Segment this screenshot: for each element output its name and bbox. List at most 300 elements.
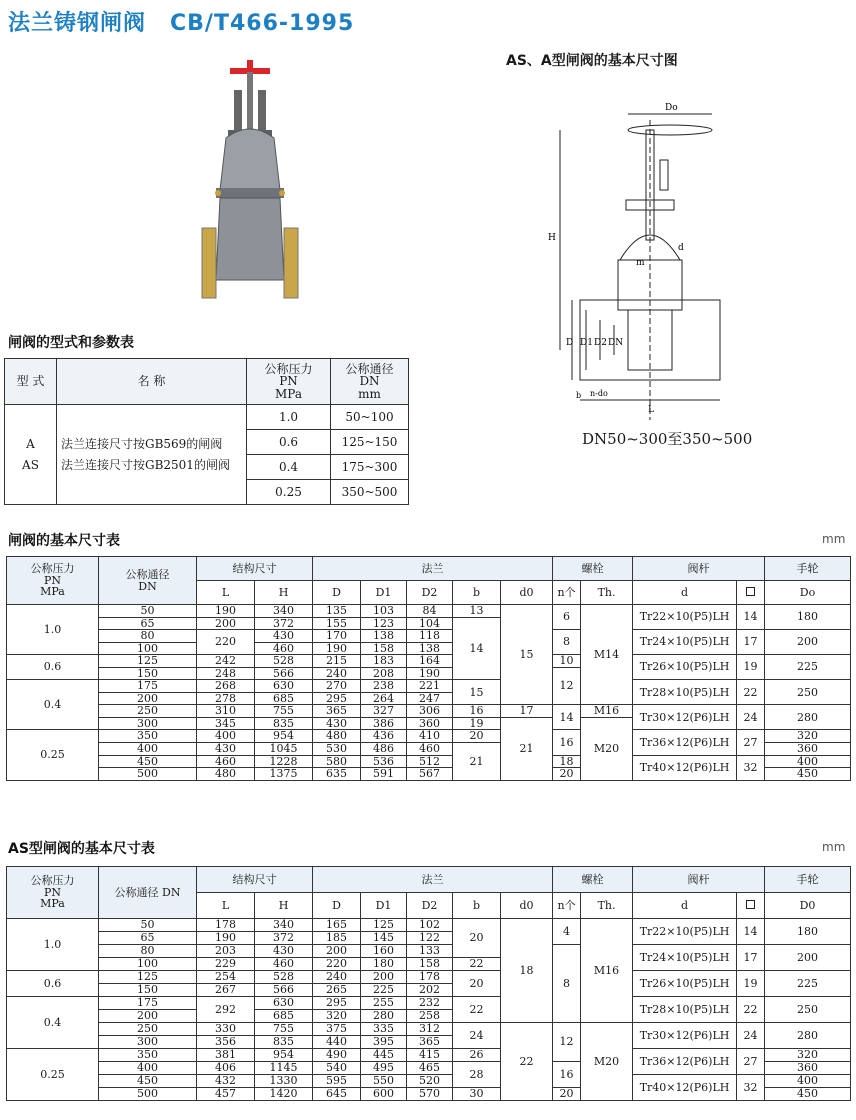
dn-cell: 200 bbox=[99, 692, 197, 705]
stem-d-cell: Tr28×10(P5)LH bbox=[633, 680, 737, 705]
n-cell: 6 bbox=[553, 605, 581, 630]
d-cell: 295 bbox=[313, 997, 361, 1010]
label-d2: D2 bbox=[594, 338, 607, 348]
d1-cell: 445 bbox=[361, 1049, 407, 1062]
stem-d-cell: Tr30×12(P6)LH bbox=[633, 1023, 737, 1049]
header-stem-d: d bbox=[633, 893, 737, 919]
d2-cell: 102 bbox=[407, 919, 453, 932]
d2-cell: 247 bbox=[407, 692, 453, 705]
b-cell: 22 bbox=[453, 997, 501, 1023]
b-cell: 14 bbox=[453, 617, 501, 680]
b-cell: 22 bbox=[453, 958, 501, 971]
stem-v-cell: 19 bbox=[737, 655, 765, 680]
d1-cell: 208 bbox=[361, 667, 407, 680]
handwheel-outline bbox=[628, 125, 712, 135]
d1-cell: 386 bbox=[361, 717, 407, 730]
d2-cell: 104 bbox=[407, 617, 453, 630]
n-cell: 10 bbox=[553, 655, 581, 668]
label-b: b bbox=[576, 391, 582, 400]
h-cell: 340 bbox=[255, 605, 313, 618]
end-flange-left bbox=[202, 228, 216, 298]
valve-stem bbox=[247, 72, 253, 132]
table-row bbox=[7, 919, 851, 932]
d2-cell: 570 bbox=[407, 1088, 453, 1101]
as-dimension-table bbox=[6, 866, 851, 1101]
header-flange: 法兰 bbox=[313, 867, 553, 893]
as-table-unit: mm bbox=[822, 840, 846, 854]
d-cell: 580 bbox=[313, 755, 361, 768]
l-cell: 356 bbox=[197, 1036, 255, 1049]
d-cell: 375 bbox=[313, 1023, 361, 1036]
header-n: n个 bbox=[553, 893, 581, 919]
d1-cell: 335 bbox=[361, 1023, 407, 1036]
dn-cell: 200 bbox=[99, 1010, 197, 1023]
d-cell: 320 bbox=[313, 1010, 361, 1023]
header-l: L bbox=[197, 581, 255, 605]
d2-cell: 164 bbox=[407, 655, 453, 668]
do-cell: 360 bbox=[765, 743, 851, 756]
table-row bbox=[7, 1023, 851, 1036]
square-icon bbox=[746, 900, 755, 909]
table-row bbox=[7, 630, 851, 643]
do-cell: 400 bbox=[765, 1075, 851, 1088]
d-cell: 430 bbox=[313, 717, 361, 730]
header-d2: D2 bbox=[407, 581, 453, 605]
stem-d-cell: Tr40×12(P6)LH bbox=[633, 1075, 737, 1101]
d-cell: 220 bbox=[313, 958, 361, 971]
table-row bbox=[7, 730, 851, 743]
pn-cell: 1.0 bbox=[7, 605, 99, 655]
d1-cell: 138 bbox=[361, 630, 407, 643]
indicator-outline bbox=[660, 160, 668, 190]
d2-cell: 258 bbox=[407, 1010, 453, 1023]
stem-d-cell: Tr26×10(P5)LH bbox=[633, 971, 737, 997]
type-table-heading: 闸阀的型式和参数表 bbox=[8, 335, 134, 351]
valve-body bbox=[216, 198, 284, 280]
dn-cell: 80 bbox=[99, 945, 197, 958]
table-row bbox=[7, 971, 851, 984]
b-cell: 24 bbox=[453, 1023, 501, 1049]
dn-cell: 450 bbox=[99, 755, 197, 768]
d-cell: 635 bbox=[313, 768, 361, 781]
d-cell: 265 bbox=[313, 984, 361, 997]
stem-d-cell: Tr24×10(P5)LH bbox=[633, 945, 737, 971]
b-cell: 20 bbox=[453, 730, 501, 743]
dn-cell: 400 bbox=[99, 1062, 197, 1075]
d2-cell: 306 bbox=[407, 705, 453, 718]
stem-d-cell: Tr24×10(P5)LH bbox=[633, 630, 737, 655]
header-do: Do bbox=[765, 581, 851, 605]
header-d2: D2 bbox=[407, 893, 453, 919]
table-row bbox=[7, 997, 851, 1010]
dn-cell: 100 bbox=[99, 958, 197, 971]
header-n: n个 bbox=[553, 581, 581, 605]
l-cell: 432 bbox=[197, 1075, 255, 1088]
d-cell: 295 bbox=[313, 692, 361, 705]
page-title bbox=[8, 6, 354, 37]
do-cell: 250 bbox=[765, 997, 851, 1023]
l-cell: 430 bbox=[197, 743, 255, 756]
do-cell: 200 bbox=[765, 630, 851, 655]
do-cell: 400 bbox=[765, 755, 851, 768]
stem-v-cell: 32 bbox=[737, 1075, 765, 1101]
h-cell: 372 bbox=[255, 932, 313, 945]
th-cell: M14 bbox=[581, 605, 633, 705]
do-cell: 320 bbox=[765, 1049, 851, 1062]
dn-cell: 80 bbox=[99, 630, 197, 643]
label-dn: DN bbox=[608, 338, 624, 348]
h-cell: 755 bbox=[255, 1023, 313, 1036]
l-cell: 330 bbox=[197, 1023, 255, 1036]
type-table bbox=[4, 358, 409, 505]
l-cell: 178 bbox=[197, 919, 255, 932]
header-d0: d0 bbox=[501, 581, 553, 605]
d0-cell: 21 bbox=[501, 717, 553, 780]
stem-v-cell: 17 bbox=[737, 630, 765, 655]
d-cell: 645 bbox=[313, 1088, 361, 1101]
h-cell: 1228 bbox=[255, 755, 313, 768]
stem-d-cell: Tr30×12(P6)LH bbox=[633, 705, 737, 730]
dn-cell: 400 bbox=[99, 743, 197, 756]
pn-cell: 0.25 bbox=[7, 730, 99, 780]
pn-cell: 0.6 bbox=[7, 971, 99, 997]
h-cell: 566 bbox=[255, 667, 313, 680]
n-cell: 16 bbox=[553, 1062, 581, 1088]
d0-cell: 18 bbox=[501, 919, 553, 1023]
label-d: d bbox=[678, 243, 684, 253]
end-flange-right bbox=[284, 228, 298, 298]
dn-cell: 175~300 bbox=[331, 455, 409, 480]
do-cell: 180 bbox=[765, 605, 851, 630]
d-cell: 190 bbox=[313, 642, 361, 655]
d2-cell: 118 bbox=[407, 630, 453, 643]
diagram-title: AS、A型闸阀的基本尺寸图 bbox=[506, 53, 678, 69]
name-cell: 法兰连接尺寸按GB569的闸阀 法兰连接尺寸按GB2501的闸阀 bbox=[57, 405, 247, 505]
l-cell: 254 bbox=[197, 971, 255, 984]
dn-cell: 50 bbox=[99, 919, 197, 932]
table-row bbox=[7, 755, 851, 768]
do-cell: 280 bbox=[765, 1023, 851, 1049]
dn-cell: 65 bbox=[99, 932, 197, 945]
header-bolt: 螺栓 bbox=[553, 557, 633, 581]
d1-cell: 550 bbox=[361, 1075, 407, 1088]
l-cell: 457 bbox=[197, 1088, 255, 1101]
header-box bbox=[737, 581, 765, 605]
basic-table-heading: 闸阀的基本尺寸表 bbox=[8, 533, 120, 549]
d2-cell: 312 bbox=[407, 1023, 453, 1036]
header-l: L bbox=[197, 893, 255, 919]
h-cell: 372 bbox=[255, 617, 313, 630]
h-cell: 1145 bbox=[255, 1062, 313, 1075]
l-cell: 220 bbox=[197, 630, 255, 655]
l-cell: 460 bbox=[197, 755, 255, 768]
dn-cell: 450 bbox=[99, 1075, 197, 1088]
d0-cell: 15 bbox=[501, 605, 553, 705]
d1-cell: 600 bbox=[361, 1088, 407, 1101]
d2-cell: 360 bbox=[407, 717, 453, 730]
d2-cell: 512 bbox=[407, 755, 453, 768]
label-h: H bbox=[548, 233, 556, 243]
stem-d-cell: Tr40×12(P6)LH bbox=[633, 755, 737, 780]
stem-v-cell: 24 bbox=[737, 1023, 765, 1049]
d-cell: 135 bbox=[313, 605, 361, 618]
stem-v-cell: 17 bbox=[737, 945, 765, 971]
bolt bbox=[279, 190, 285, 196]
d2-cell: 202 bbox=[407, 984, 453, 997]
do-cell: 180 bbox=[765, 919, 851, 945]
header-do: D0 bbox=[765, 893, 851, 919]
d1-cell: 591 bbox=[361, 768, 407, 781]
h-cell: 430 bbox=[255, 630, 313, 643]
d1-cell: 255 bbox=[361, 997, 407, 1010]
h-cell: 528 bbox=[255, 971, 313, 984]
header-dn: 公称通径 DN mm bbox=[331, 359, 409, 405]
d1-cell: 280 bbox=[361, 1010, 407, 1023]
d1-cell: 436 bbox=[361, 730, 407, 743]
dn-cell: 175 bbox=[99, 997, 197, 1010]
dn-cell: 300 bbox=[99, 717, 197, 730]
title-text: 法兰铸钢闸阀 bbox=[8, 11, 147, 36]
b-cell: 21 bbox=[453, 743, 501, 781]
n-cell: 12 bbox=[553, 1023, 581, 1062]
as-table-heading: AS型闸阀的基本尺寸表 bbox=[8, 841, 155, 857]
header-box bbox=[737, 893, 765, 919]
th-cell: M20 bbox=[581, 1023, 633, 1101]
l-cell: 267 bbox=[197, 984, 255, 997]
l-cell: 190 bbox=[197, 932, 255, 945]
header-structure: 结构尺寸 bbox=[197, 867, 313, 893]
d-cell: 490 bbox=[313, 1049, 361, 1062]
dn-cell: 65 bbox=[99, 617, 197, 630]
type-cell: A AS bbox=[5, 405, 57, 505]
label-d1: D1 bbox=[580, 338, 593, 348]
table-row bbox=[7, 705, 851, 718]
header-d: D bbox=[313, 581, 361, 605]
stem-v-cell: 27 bbox=[737, 730, 765, 755]
d0-cell: 17 bbox=[501, 705, 553, 718]
table-header-row bbox=[7, 867, 851, 893]
table-row bbox=[7, 1049, 851, 1062]
l-cell: 310 bbox=[197, 705, 255, 718]
stem-v-cell: 14 bbox=[737, 919, 765, 945]
header-stem: 阀杆 bbox=[633, 557, 765, 581]
l-cell: 200 bbox=[197, 617, 255, 630]
dn-cell: 300 bbox=[99, 1036, 197, 1049]
b-cell: 20 bbox=[453, 919, 501, 958]
square-icon bbox=[746, 587, 755, 596]
h-cell: 630 bbox=[255, 997, 313, 1010]
stem-v-cell: 32 bbox=[737, 755, 765, 780]
table-row bbox=[7, 680, 851, 693]
stem-v-cell: 22 bbox=[737, 680, 765, 705]
d2-cell: 567 bbox=[407, 768, 453, 781]
l-cell: 268 bbox=[197, 680, 255, 693]
n-cell: 4 bbox=[553, 919, 581, 945]
h-cell: 954 bbox=[255, 730, 313, 743]
l-cell: 190 bbox=[197, 605, 255, 618]
h-cell: 1045 bbox=[255, 743, 313, 756]
d1-cell: 145 bbox=[361, 932, 407, 945]
stem-v-cell: 24 bbox=[737, 705, 765, 730]
table-row bbox=[5, 405, 409, 430]
stem-d-cell: Tr22×10(P5)LH bbox=[633, 605, 737, 630]
d0-cell: 22 bbox=[501, 1023, 553, 1101]
h-cell: 528 bbox=[255, 655, 313, 668]
table-row bbox=[7, 655, 851, 668]
d-cell: 365 bbox=[313, 705, 361, 718]
dn-cell: 125 bbox=[99, 655, 197, 668]
header-handwheel: 手轮 bbox=[765, 557, 851, 581]
d1-cell: 103 bbox=[361, 605, 407, 618]
body-flange bbox=[216, 188, 284, 198]
n-cell: 8 bbox=[553, 630, 581, 655]
d-cell: 595 bbox=[313, 1075, 361, 1088]
dn-cell: 250 bbox=[99, 705, 197, 718]
pn-cell: 0.25 bbox=[247, 480, 331, 505]
d2-cell: 465 bbox=[407, 1062, 453, 1075]
valve-bonnet bbox=[220, 129, 280, 190]
h-cell: 430 bbox=[255, 945, 313, 958]
do-cell: 450 bbox=[765, 768, 851, 781]
d-cell: 200 bbox=[313, 945, 361, 958]
stem-d-cell: Tr36×12(P6)LH bbox=[633, 730, 737, 755]
pn-cell: 1.0 bbox=[7, 919, 99, 971]
dn-cell: 125~150 bbox=[331, 430, 409, 455]
dn-cell: 175 bbox=[99, 680, 197, 693]
dimension-diagram bbox=[540, 100, 760, 430]
l-cell: 480 bbox=[197, 768, 255, 781]
header-pn: 公称压力 PN MPa bbox=[7, 867, 99, 919]
d2-cell: 158 bbox=[407, 958, 453, 971]
d1-cell: 327 bbox=[361, 705, 407, 718]
d2-cell: 221 bbox=[407, 680, 453, 693]
d1-cell: 200 bbox=[361, 971, 407, 984]
pn-cell: 0.4 bbox=[7, 680, 99, 730]
dn-cell: 50~100 bbox=[331, 405, 409, 430]
do-cell: 450 bbox=[765, 1088, 851, 1101]
d-cell: 480 bbox=[313, 730, 361, 743]
header-structure: 结构尺寸 bbox=[197, 557, 313, 581]
h-cell: 755 bbox=[255, 705, 313, 718]
d-cell: 270 bbox=[313, 680, 361, 693]
d1-cell: 486 bbox=[361, 743, 407, 756]
stem-v-cell: 22 bbox=[737, 997, 765, 1023]
yoke-right bbox=[258, 90, 266, 135]
do-cell: 225 bbox=[765, 971, 851, 997]
header-b: b bbox=[453, 893, 501, 919]
d2-cell: 133 bbox=[407, 945, 453, 958]
header-stem-d: d bbox=[633, 581, 737, 605]
stem-v-cell: 27 bbox=[737, 1049, 765, 1075]
d2-cell: 520 bbox=[407, 1075, 453, 1088]
basic-table-unit: mm bbox=[822, 532, 846, 546]
stem-d-cell: Tr26×10(P5)LH bbox=[633, 655, 737, 680]
dn-cell: 350 bbox=[99, 1049, 197, 1062]
do-cell: 320 bbox=[765, 730, 851, 743]
label-l: L bbox=[648, 405, 654, 415]
d1-cell: 495 bbox=[361, 1062, 407, 1075]
th-cell: M16 bbox=[581, 705, 633, 718]
d2-cell: 410 bbox=[407, 730, 453, 743]
h-cell: 460 bbox=[255, 642, 313, 655]
dn-cell: 500 bbox=[99, 1088, 197, 1101]
header-th: Th. bbox=[581, 893, 633, 919]
d1-cell: 158 bbox=[361, 642, 407, 655]
header-d: D bbox=[313, 893, 361, 919]
header-th: Th. bbox=[581, 581, 633, 605]
do-cell: 200 bbox=[765, 945, 851, 971]
diagram-caption: DN50~300至350~500 bbox=[582, 430, 753, 448]
header-type: 型 式 bbox=[5, 359, 57, 405]
l-cell: 406 bbox=[197, 1062, 255, 1075]
stem-d-cell: Tr28×10(P5)LH bbox=[633, 997, 737, 1023]
l-cell: 203 bbox=[197, 945, 255, 958]
h-cell: 685 bbox=[255, 692, 313, 705]
h-cell: 340 bbox=[255, 919, 313, 932]
dn-cell: 150 bbox=[99, 667, 197, 680]
header-d1: D1 bbox=[361, 581, 407, 605]
d2-cell: 138 bbox=[407, 642, 453, 655]
d1-cell: 183 bbox=[361, 655, 407, 668]
n-cell: 16 bbox=[553, 730, 581, 755]
header-pn: 公称压力 PN MPa bbox=[7, 557, 99, 605]
d-cell: 530 bbox=[313, 743, 361, 756]
b-cell: 13 bbox=[453, 605, 501, 618]
pn-cell: 0.4 bbox=[7, 997, 99, 1049]
basic-dimension-table bbox=[6, 556, 851, 781]
l-cell: 381 bbox=[197, 1049, 255, 1062]
b-cell: 19 bbox=[453, 717, 501, 730]
dn-cell: 125 bbox=[99, 971, 197, 984]
stem-v-cell: 19 bbox=[737, 971, 765, 997]
h-cell: 630 bbox=[255, 680, 313, 693]
l-cell: 278 bbox=[197, 692, 255, 705]
d-cell: 185 bbox=[313, 932, 361, 945]
dn-cell: 50 bbox=[99, 605, 197, 618]
stem-v-cell: 14 bbox=[737, 605, 765, 630]
n-cell: 20 bbox=[553, 768, 581, 781]
n-cell: 14 bbox=[553, 705, 581, 730]
b-cell: 28 bbox=[453, 1062, 501, 1088]
d-cell: 440 bbox=[313, 1036, 361, 1049]
stem-d-cell: Tr22×10(P5)LH bbox=[633, 919, 737, 945]
table-row bbox=[7, 605, 851, 618]
h-cell: 1375 bbox=[255, 768, 313, 781]
label-d-upper: D bbox=[566, 338, 574, 348]
n-cell: 18 bbox=[553, 755, 581, 768]
d1-cell: 225 bbox=[361, 984, 407, 997]
dn-cell: 100 bbox=[99, 642, 197, 655]
pn-cell: 0.6 bbox=[7, 655, 99, 680]
h-cell: 460 bbox=[255, 958, 313, 971]
h-cell: 1420 bbox=[255, 1088, 313, 1101]
d-cell: 240 bbox=[313, 667, 361, 680]
th-cell: M20 bbox=[581, 717, 633, 780]
d1-cell: 238 bbox=[361, 680, 407, 693]
d1-cell: 395 bbox=[361, 1036, 407, 1049]
pn-cell: 0.6 bbox=[247, 430, 331, 455]
dn-cell: 250 bbox=[99, 1023, 197, 1036]
l-cell: 248 bbox=[197, 667, 255, 680]
bolt bbox=[215, 190, 221, 196]
b-cell: 16 bbox=[453, 705, 501, 718]
stem-d-cell: Tr36×12(P6)LH bbox=[633, 1049, 737, 1075]
d2-cell: 84 bbox=[407, 605, 453, 618]
header-flange: 法兰 bbox=[313, 557, 553, 581]
d2-cell: 190 bbox=[407, 667, 453, 680]
d1-cell: 264 bbox=[361, 692, 407, 705]
header-dn: 公称通径 DN bbox=[99, 867, 197, 919]
